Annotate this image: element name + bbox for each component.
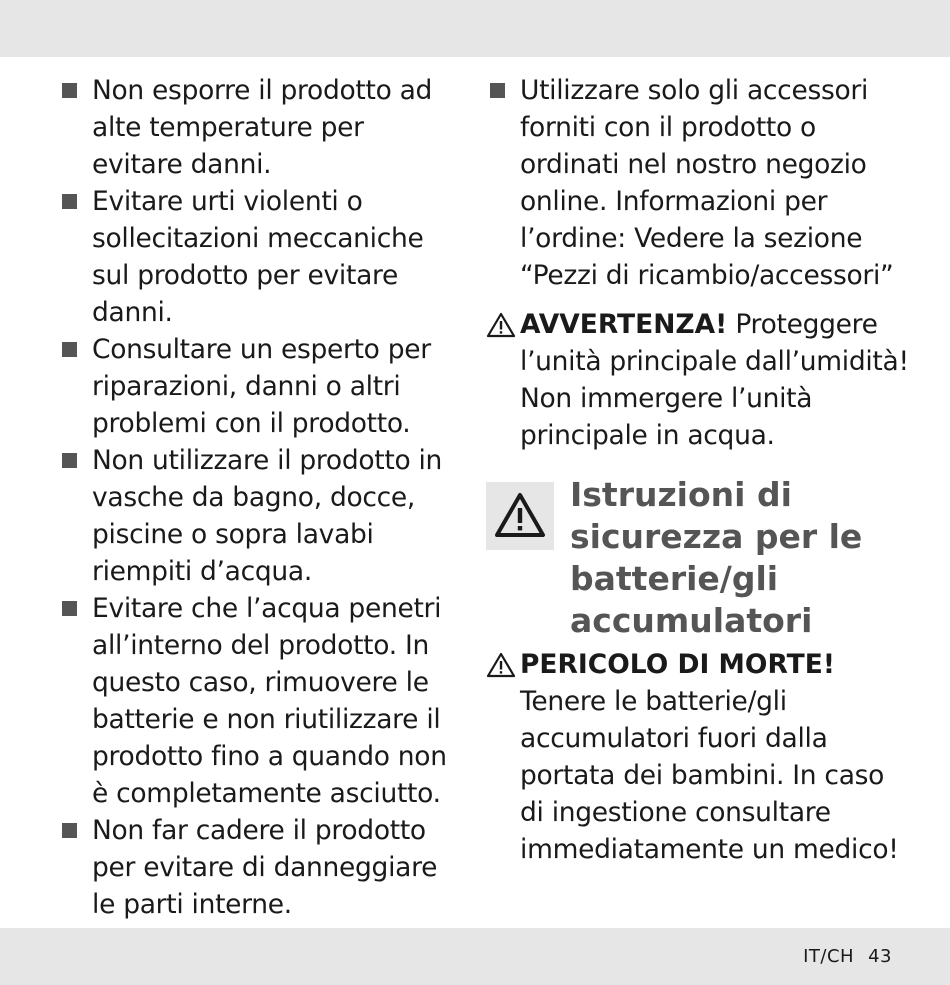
- bullet-square-icon: [62, 194, 77, 209]
- list-item-text: Consultare un esperto per riparazioni, danni o altri problemi con il prodotto.: [92, 334, 431, 439]
- warning-triangle-icon: [494, 492, 546, 538]
- warning-text: Proteggere l’unità principale dall’umidità! Non immergere l’unità principale in acqua.: [520, 309, 909, 451]
- section-heading: [490, 474, 910, 646]
- list-item-text: Non esporre il prodotto ad alte temperature per evitare danni.: [92, 75, 433, 180]
- bullet-square-icon: [62, 453, 77, 468]
- section-title: Istruzioni di sicurezza per le batterie/gli accumulatori: [570, 475, 863, 640]
- danger-label: PERICOLO DI MORTE!: [520, 649, 835, 680]
- list-item-text: Non utilizzare il prodotto in vasche da bagno, docce, piscine o sopra lavabi riempiti d’acqua.: [92, 445, 443, 587]
- bullet-square-icon: [62, 823, 77, 838]
- warning-notice: [490, 306, 910, 454]
- bullet-square-icon: [62, 83, 77, 98]
- left-column: [62, 72, 462, 923]
- list-item: [62, 812, 462, 923]
- page-footer: [803, 946, 892, 967]
- list-item: [62, 442, 462, 590]
- page-number: 43: [868, 946, 892, 967]
- list-item: [490, 72, 910, 294]
- list-item: [62, 72, 462, 183]
- danger-notice: [490, 646, 910, 868]
- danger-text: Tenere le batterie/gli accumulatori fuori dalla portata dei bambini. In caso di ingestione consultare immediatamente un medico!: [520, 686, 899, 865]
- header-band: [0, 0, 950, 57]
- list-item-text: Utilizzare solo gli accessori forniti con il prodotto o ordinati nel nostro negozio online. Informazioni per l’ordine: Vedere la sezione “Pezzi di ricambio/accessori”: [520, 75, 894, 291]
- list-item: [62, 590, 462, 812]
- heading-icon-box: [486, 482, 554, 550]
- list-item-text: Non far cadere il prodotto per evitare di danneggiare le parti interne.: [92, 815, 438, 920]
- warning-label: AVVERTENZA!: [520, 309, 728, 340]
- bullet-square-icon: [62, 601, 77, 616]
- warning-triangle-icon: [486, 652, 516, 678]
- right-column: [490, 72, 910, 868]
- list-item: [62, 183, 462, 331]
- bullet-square-icon: [490, 83, 505, 98]
- bullet-square-icon: [62, 342, 77, 357]
- warning-triangle-icon: [486, 312, 516, 338]
- list-item-text: Evitare urti violenti o sollecitazioni meccaniche sul prodotto per evitare danni.: [92, 186, 424, 328]
- list-item-text: Evitare che l’acqua penetri all’interno del prodotto. In questo caso, rimuovere le batterie e non riutilizzare il prodotto fino a quando non è completamente asciutto.: [92, 593, 447, 809]
- locale-label: IT/CH: [803, 946, 855, 967]
- list-item: [62, 331, 462, 442]
